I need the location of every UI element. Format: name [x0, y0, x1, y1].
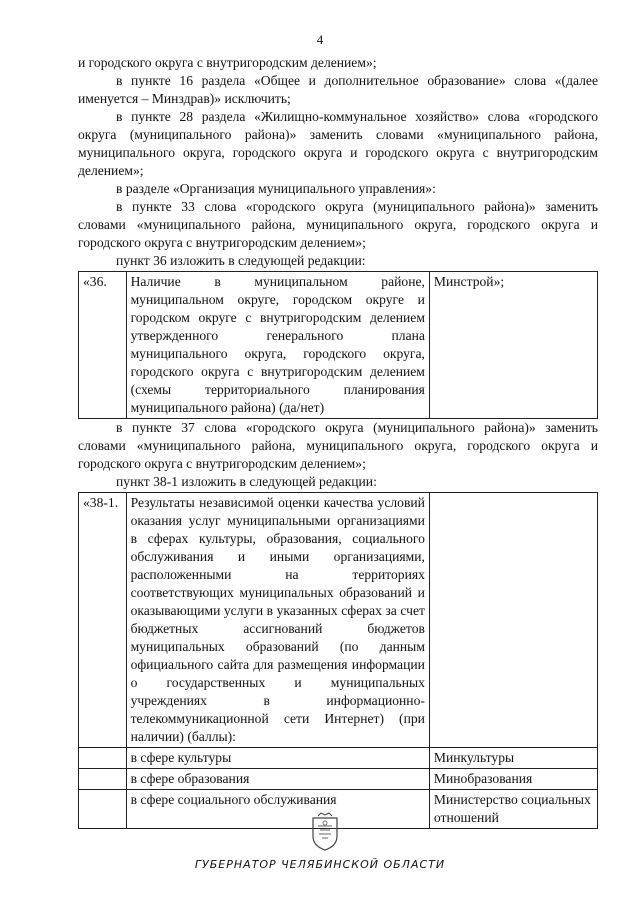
table-row: [79, 769, 598, 790]
item-38-1-table: [78, 492, 598, 829]
paragraph: в пункте 16 раздела «Общее и дополнительное образование» слова «(далее именуется – Минздрав)» исключить;: [78, 73, 598, 106]
page-number: 4: [316, 32, 324, 47]
sub-item-description: в сфере социального обслуживания: [126, 790, 429, 829]
responsible-agency: [429, 493, 597, 748]
paragraph: в пункте 33 слова «городского округа (муниципального района)» заменить словами «муниципального района, муниципального округа, городского округа и городского округа с внутригородским делением»;: [78, 199, 598, 250]
document-body: [78, 54, 598, 829]
coat-of-arms-icon: [310, 812, 340, 852]
item-number: «38-1.: [79, 493, 127, 748]
item-description: Результаты независимой оценки качества условий оказания услуг муниципальными организациями в сферах культуры, образования, социального обслуживания и иными организациями, расположенными на территориях соответствующих муниципальных образований и оказывающими услуги в указанных сферах за счет бюджетных ассигнований бюджетов муниципальных образований (по данным официального сайта для размещения информации о государственных и муниципальных учреждениях в информационно-телекоммуникационной сети Интернет) (при наличии) (баллы):: [126, 493, 429, 748]
responsible-agency: Министерство социальных отношений: [429, 790, 597, 829]
paragraph: в пункте 28 раздела «Жилищно-коммунальное хозяйство» слова «городского округа (муниципального района)» заменить словами «муниципального района, муниципального округа, городского округа и городского округа с внутригородским делением»;: [78, 109, 598, 178]
sub-item-description: в сфере культуры: [126, 748, 429, 769]
item-description: Наличие в муниципальном районе, муниципальном округе, городском округе и городском округе с внутригородским делением утвержденного генерального плана муниципального округа, городского округа, городского округа с внутригородским делением (схемы территориального планирования муниципального района) (да/нет): [126, 272, 429, 419]
table-row: [79, 272, 598, 419]
item-36-table: [78, 271, 598, 419]
paragraph: в пункте 37 слова «городского округа (муниципального района)» заменить словами «муниципального района, муниципального округа, городского округа и городского округа с внутригородским делением»;: [78, 420, 598, 471]
responsible-agency: Минстрой»;: [429, 272, 597, 419]
responsible-agency: Минобразования: [429, 769, 597, 790]
item-number: «36.: [79, 272, 127, 419]
sub-item-description: в сфере образования: [126, 769, 429, 790]
responsible-agency: Минкультуры: [429, 748, 597, 769]
paragraph: пункт 38-1 изложить в следующей редакции:: [116, 474, 377, 489]
table-row: [79, 748, 598, 769]
paragraph: пункт 36 изложить в следующей редакции:: [116, 253, 366, 268]
paragraph: и городского округа с внутригородским делением»;: [78, 55, 377, 70]
paragraph: в разделе «Организация муниципального управления»:: [116, 181, 436, 196]
footer-signature: ГУБЕРНАТОР ЧЕЛЯБИНСКОЙ ОБЛАСТИ: [194, 858, 446, 871]
table-row: [79, 493, 598, 748]
